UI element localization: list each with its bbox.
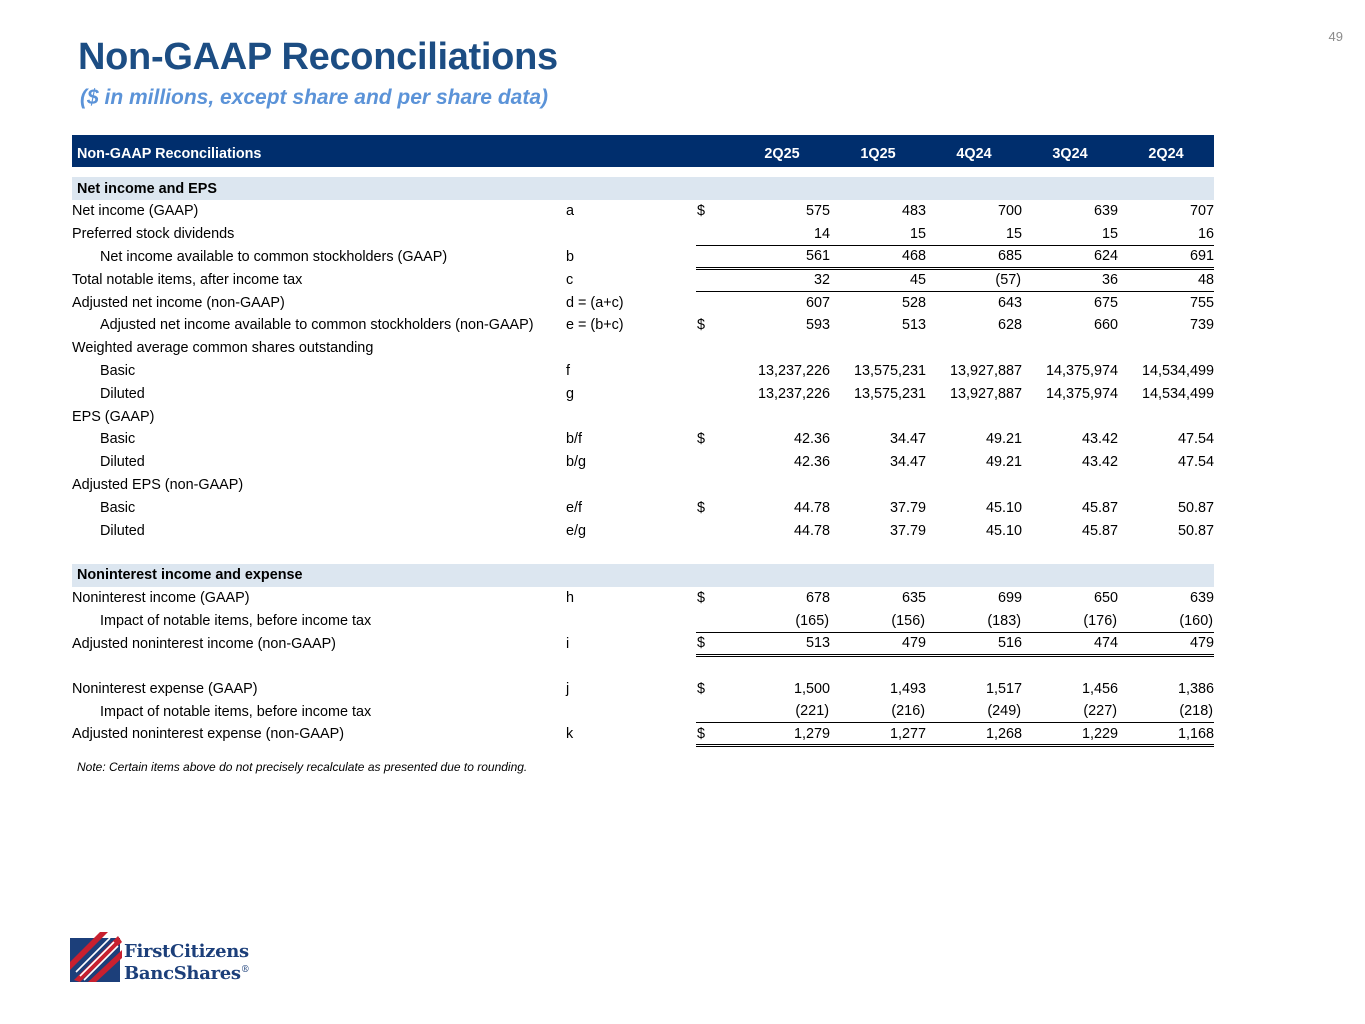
table-cell: 43.42 bbox=[1081, 454, 1118, 471]
table-cell: 50.87 bbox=[1177, 522, 1214, 539]
table-cell: (227) bbox=[1083, 703, 1117, 720]
table-cell: $ 1,279 bbox=[696, 723, 830, 746]
table-cell: (216) bbox=[891, 703, 925, 720]
row-ref bbox=[566, 610, 696, 633]
table-row bbox=[72, 268, 1214, 291]
table-cell: 650 bbox=[1093, 590, 1118, 607]
table-cell: 14 bbox=[696, 223, 830, 246]
row-ref: e = (b+c) bbox=[566, 317, 624, 334]
row-label: Basic bbox=[100, 499, 136, 516]
row-ref: d = (a+c) bbox=[566, 294, 624, 311]
table-cell: 1,268 bbox=[926, 723, 1022, 746]
table-cell: 45.10 bbox=[985, 522, 1022, 539]
table-cell: $ 513 bbox=[696, 633, 830, 656]
table-cell: 15 bbox=[1022, 223, 1118, 246]
row-label: Adjusted noninterest expense (non-GAAP) bbox=[72, 726, 344, 743]
currency-symbol: $ bbox=[697, 680, 706, 697]
table-row bbox=[72, 451, 1214, 474]
table-header-label: Non-GAAP Reconciliations bbox=[77, 146, 262, 162]
row-label: Adjusted EPS (non-GAAP) bbox=[72, 476, 244, 493]
table-row bbox=[72, 677, 1214, 700]
table-cell: (156) bbox=[891, 612, 925, 629]
table-cell: 13,927,887 bbox=[949, 362, 1022, 379]
table-cell: 639 bbox=[1093, 203, 1118, 220]
table-cell: 479 bbox=[1118, 633, 1214, 656]
row-label: Diluted bbox=[100, 522, 145, 539]
footnote: Note: Certain items above do not precisely recalculate as presented due to rounding. bbox=[77, 760, 528, 774]
table-row bbox=[72, 587, 1214, 610]
row-label: Weighted average common shares outstanding bbox=[72, 340, 374, 357]
logo-line-2: BancShares® bbox=[124, 963, 250, 984]
column-header: 2Q24 bbox=[1148, 146, 1184, 162]
table-cell: $ 1,500 bbox=[697, 680, 830, 697]
table-cell: 45.87 bbox=[1081, 522, 1118, 539]
table-cell: 561 bbox=[696, 246, 830, 269]
table-cell: 635 bbox=[901, 590, 926, 607]
table-cell: 14,534,499 bbox=[1141, 385, 1214, 402]
row-ref: i bbox=[566, 635, 570, 652]
table-row bbox=[72, 723, 1214, 746]
table-row bbox=[72, 610, 1214, 633]
table-cell: $ 42.36 bbox=[697, 431, 830, 448]
table-cell: 528 bbox=[901, 294, 926, 311]
row-label: Adjusted noninterest income (non-GAAP) bbox=[72, 635, 336, 652]
table-cell: 47.54 bbox=[1177, 454, 1214, 471]
table-cell: $ 678 bbox=[697, 590, 830, 607]
row-label: Diluted bbox=[100, 454, 145, 471]
table-cell: 1,517 bbox=[985, 680, 1022, 697]
logo-line-1: FirstCitizens bbox=[124, 941, 249, 962]
table-cell: 607 bbox=[805, 294, 830, 311]
row-label: Basic bbox=[100, 362, 136, 379]
row-label: Impact of notable items, before income tax bbox=[100, 613, 372, 630]
table-cell: 15 bbox=[926, 223, 1022, 246]
table-cell: 643 bbox=[997, 294, 1022, 311]
currency-symbol: $ bbox=[697, 317, 706, 334]
section-header bbox=[72, 564, 1214, 587]
table-cell: 675 bbox=[1093, 294, 1118, 311]
currency-symbol: $ bbox=[697, 635, 706, 652]
table-cell: (57) bbox=[926, 268, 1022, 291]
table-row bbox=[72, 360, 1214, 383]
table-cell: 700 bbox=[997, 203, 1022, 220]
section-title: Noninterest income and expense bbox=[77, 567, 303, 584]
row-ref: j bbox=[566, 680, 570, 697]
column-header: 2Q25 bbox=[764, 146, 800, 162]
table-cell: 639 bbox=[1189, 590, 1214, 607]
flag-logo-icon bbox=[70, 932, 122, 984]
row-label: Preferred stock dividends bbox=[72, 226, 235, 243]
table-cell: (221) bbox=[795, 703, 829, 720]
table-cell: 699 bbox=[997, 590, 1022, 607]
table-cell: 45.87 bbox=[1081, 499, 1118, 516]
table-cell: 13,237,226 bbox=[757, 362, 830, 379]
table-cell: 13,237,226 bbox=[757, 385, 830, 402]
row-label: Basic bbox=[100, 431, 136, 448]
section-header bbox=[72, 177, 1214, 200]
row-ref: h bbox=[566, 590, 575, 607]
table-cell: 479 bbox=[830, 633, 926, 656]
table-cell: 44.78 bbox=[793, 522, 830, 539]
table-cell: 45.10 bbox=[985, 499, 1022, 516]
table-cell: 483 bbox=[901, 203, 926, 220]
table-cell: 49.21 bbox=[985, 454, 1022, 471]
table-row bbox=[72, 474, 1214, 497]
row-ref: e/g bbox=[566, 522, 587, 539]
row-ref: a bbox=[566, 203, 575, 220]
row-ref bbox=[566, 223, 696, 246]
table-cell: 707 bbox=[1189, 203, 1214, 220]
row-label: Total notable items, after income tax bbox=[72, 271, 303, 288]
column-header: 4Q24 bbox=[956, 146, 992, 162]
table-cell: 15 bbox=[830, 223, 926, 246]
row-ref: b/g bbox=[566, 454, 587, 471]
table-row bbox=[72, 314, 1214, 337]
reconciliation-table bbox=[72, 135, 1214, 747]
table-row bbox=[72, 337, 1214, 360]
table-cell: 513 bbox=[901, 317, 926, 334]
table-row bbox=[72, 496, 1214, 519]
table-cell: 660 bbox=[1093, 317, 1118, 334]
table-row bbox=[72, 291, 1214, 314]
table-cell: 1,168 bbox=[1118, 723, 1214, 746]
table-cell: $ 575 bbox=[697, 203, 830, 220]
table-cell: $ 44.78 bbox=[697, 499, 830, 516]
logo-wordmark bbox=[124, 942, 249, 983]
table-row bbox=[72, 200, 1214, 223]
table-cell: 691 bbox=[1118, 246, 1214, 269]
table-cell: 14,375,974 bbox=[1045, 362, 1118, 379]
table-cell: 16 bbox=[1118, 223, 1214, 246]
table-cell: 468 bbox=[830, 246, 926, 269]
table-row bbox=[72, 519, 1214, 542]
table-cell: 624 bbox=[1022, 246, 1118, 269]
currency-symbol: $ bbox=[697, 431, 706, 448]
table-cell: 474 bbox=[1022, 633, 1118, 656]
table-cell: 32 bbox=[696, 268, 830, 291]
table-cell: (183) bbox=[987, 612, 1021, 629]
row-label: Adjusted net income available to common stockholders (non-GAAP) bbox=[100, 317, 534, 334]
page-number: 49 bbox=[1328, 29, 1343, 44]
currency-symbol: $ bbox=[697, 725, 706, 742]
currency-symbol: $ bbox=[697, 203, 706, 220]
table-cell: 14,534,499 bbox=[1141, 362, 1214, 379]
table-cell: 13,575,231 bbox=[853, 385, 926, 402]
table-row bbox=[72, 223, 1214, 246]
row-ref: b bbox=[566, 248, 575, 265]
section-title: Net income and EPS bbox=[77, 180, 217, 197]
row-ref: f bbox=[566, 362, 570, 379]
table-cell: 34.47 bbox=[889, 454, 926, 471]
row-label: Net income available to common stockholders (GAAP) bbox=[100, 248, 448, 265]
table-cell: 1,277 bbox=[830, 723, 926, 746]
column-header: 3Q24 bbox=[1052, 146, 1088, 162]
table-cell: $ 593 bbox=[697, 317, 830, 334]
row-ref: g bbox=[566, 385, 575, 402]
table-cell: (165) bbox=[795, 612, 829, 629]
row-label: Adjusted net income (non-GAAP) bbox=[72, 294, 285, 311]
row-ref: b/f bbox=[566, 431, 582, 448]
table-cell: 48 bbox=[1118, 268, 1214, 291]
table-cell: 37.79 bbox=[889, 522, 926, 539]
currency-symbol: $ bbox=[697, 499, 706, 516]
table-header-row bbox=[72, 135, 1214, 167]
row-label: Net income (GAAP) bbox=[72, 203, 199, 220]
registered-mark: ® bbox=[240, 965, 250, 975]
table-cell: 47.54 bbox=[1177, 431, 1214, 448]
row-label: Impact of notable items, before income tax bbox=[100, 703, 372, 720]
table-cell: 755 bbox=[1189, 294, 1214, 311]
table-cell: 1,386 bbox=[1177, 680, 1214, 697]
table-cell: 14,375,974 bbox=[1045, 385, 1118, 402]
table-cell: (218) bbox=[1179, 703, 1213, 720]
table-cell: (160) bbox=[1179, 612, 1213, 629]
table-cell: 685 bbox=[926, 246, 1022, 269]
table-cell: 37.79 bbox=[889, 499, 926, 516]
table-row bbox=[72, 700, 1214, 723]
table-cell: 49.21 bbox=[985, 431, 1022, 448]
table-cell: 34.47 bbox=[889, 431, 926, 448]
row-label: Diluted bbox=[100, 385, 145, 402]
row-label: Noninterest expense (GAAP) bbox=[72, 680, 258, 697]
row-ref bbox=[566, 700, 696, 723]
table-cell: 1,229 bbox=[1022, 723, 1118, 746]
page-subtitle: ($ in millions, except share and per share data) bbox=[80, 86, 548, 109]
table-row bbox=[72, 246, 1214, 269]
table-cell: 42.36 bbox=[793, 454, 830, 471]
row-ref: e/f bbox=[566, 499, 582, 516]
table-row bbox=[72, 405, 1214, 428]
table-cell: 516 bbox=[926, 633, 1022, 656]
table-row bbox=[72, 633, 1214, 656]
row-ref: k bbox=[566, 726, 574, 743]
table-cell: (249) bbox=[987, 703, 1021, 720]
table-row bbox=[72, 428, 1214, 451]
table-cell: 43.42 bbox=[1081, 431, 1118, 448]
company-logo bbox=[70, 932, 270, 988]
table-cell: 36 bbox=[1022, 268, 1118, 291]
table-cell: 739 bbox=[1189, 317, 1214, 334]
row-ref: c bbox=[566, 271, 574, 288]
currency-symbol: $ bbox=[697, 590, 706, 607]
row-label: EPS (GAAP) bbox=[72, 408, 155, 425]
table-cell: 50.87 bbox=[1177, 499, 1214, 516]
row-label: Noninterest income (GAAP) bbox=[72, 590, 250, 607]
table-cell: 13,575,231 bbox=[853, 362, 926, 379]
table-cell: (176) bbox=[1083, 612, 1117, 629]
table-cell: 628 bbox=[997, 317, 1022, 334]
table-cell: 1,456 bbox=[1081, 680, 1118, 697]
table-cell: 1,493 bbox=[889, 680, 926, 697]
table-cell: 13,927,887 bbox=[949, 385, 1022, 402]
page-title: Non-GAAP Reconciliations bbox=[78, 36, 558, 78]
table-row bbox=[72, 382, 1214, 405]
table-cell: 45 bbox=[830, 268, 926, 291]
column-header: 1Q25 bbox=[860, 146, 896, 162]
